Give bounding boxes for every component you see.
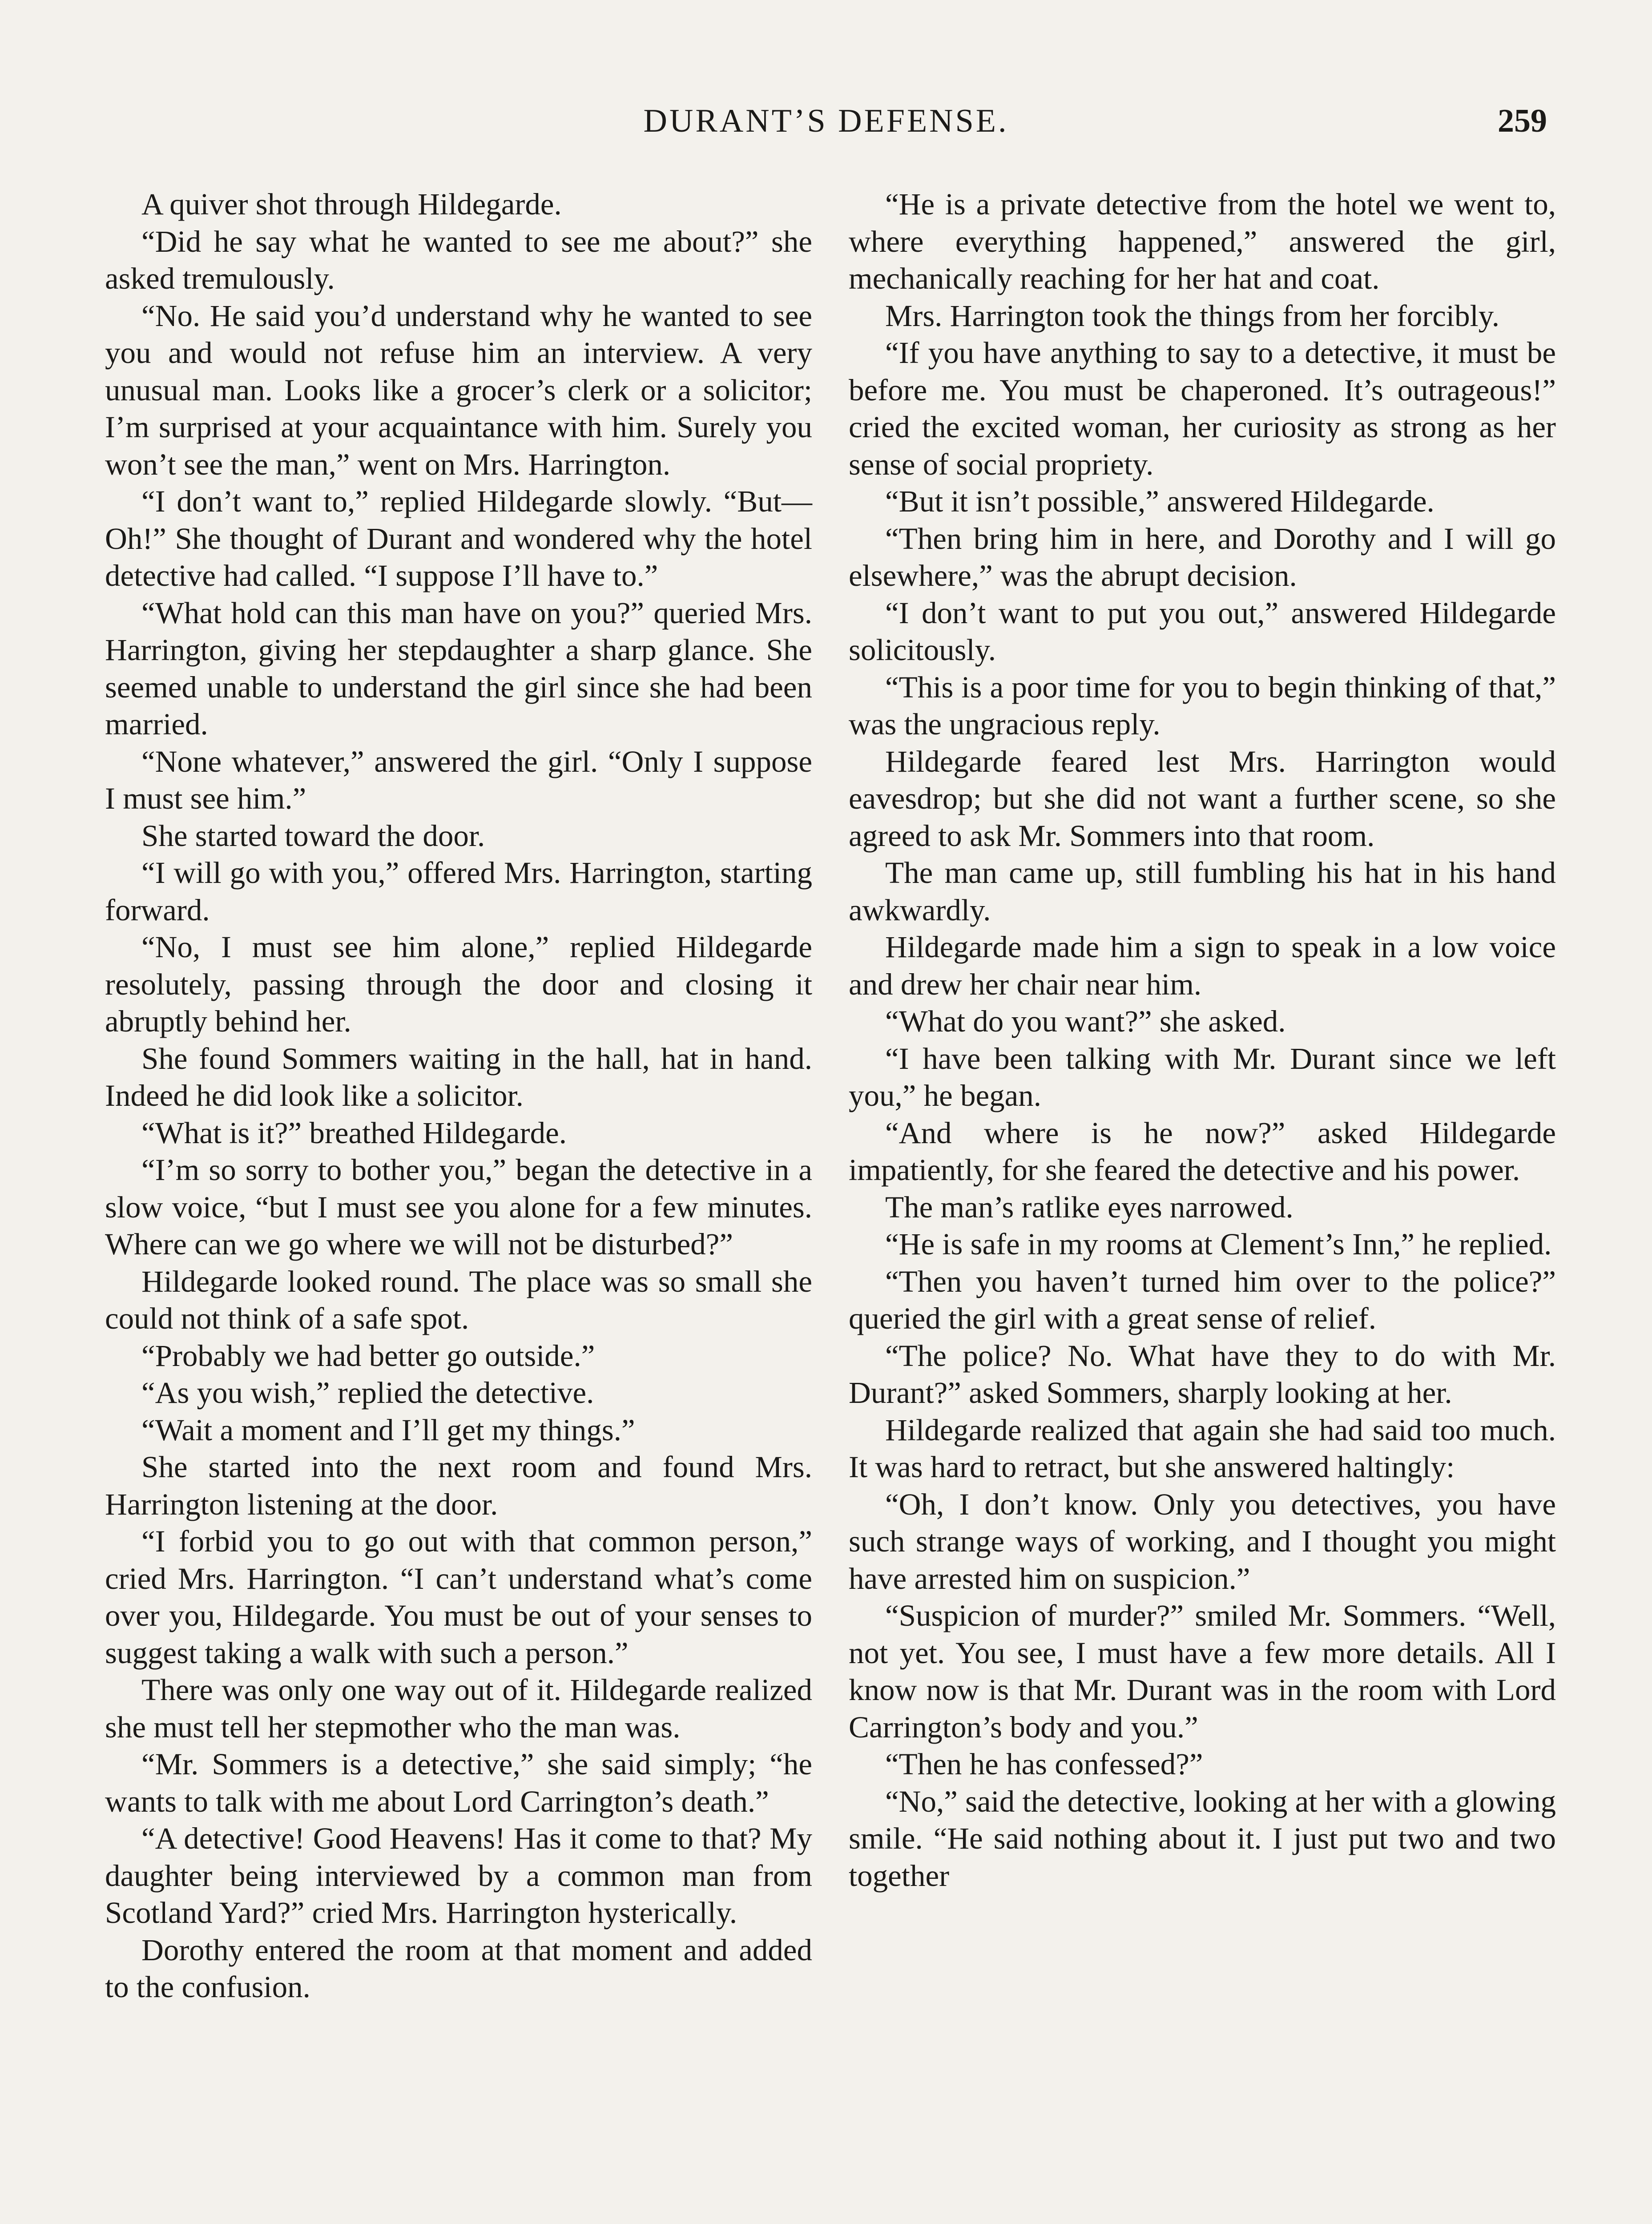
- paragraph: “Wait a moment and I’ll get my things.”: [141, 1413, 635, 1447]
- paragraph: Hildegarde looked round. The place was so small she could not think of a safe spot.: [105, 1264, 812, 1335]
- paragraph: She started toward the door.: [141, 818, 485, 853]
- left-column: [105, 186, 812, 2006]
- paragraph: “What hold can this man have on you?” queried Mrs. Harrington, giving her stepdaughter a sharp glance. She seemed unable to understand the girl since she had been married.: [105, 596, 812, 741]
- page-header: [0, 102, 1652, 156]
- paragraph: “Did he say what he wanted to see me about?” she asked tremulously.: [105, 224, 812, 295]
- paragraph: “I have been talking with Mr. Durant since we left you,” he began.: [849, 1041, 1556, 1112]
- page-number: 259: [1498, 103, 1547, 139]
- paragraph: “He is a private detective from the hotel we went to, where everything happened,” answered the girl, mechanically reaching for her hat and coat.: [849, 187, 1556, 295]
- paragraph: “I don’t want to,” replied Hildegarde slowly. “But— Oh!” She thought of Durant and wondered why the hotel detective had called. “I suppose I’ll have to.”: [105, 484, 812, 592]
- paragraph: Dorothy entered the room at that moment and added to the confusion.: [105, 1933, 812, 2004]
- paragraph: Hildegarde realized that again she had said too much. It was hard to retract, but she answered haltingly:: [849, 1413, 1556, 1484]
- paragraph: Mrs. Harrington took the things from her forcibly.: [885, 298, 1500, 333]
- paragraph: “No, I must see him alone,” replied Hildegarde resolutely, passing through the door and closing it abruptly behind her.: [105, 930, 812, 1038]
- paragraph: “No. He said you’d understand why he wanted to see you and would not refuse him an interview. A very unusual man. Looks like a grocer’s clerk or a solicitor; I’m surprised at your acquaintance with him. Surely you won’t see the man,” went on Mrs. Harrington.: [105, 298, 812, 481]
- paragraph: “If you have anything to say to a detective, it must be before me. You must be chaperoned. It’s outrageous!” cried the excited woman, her curiosity as strong as her sense of social propriety.: [849, 336, 1556, 481]
- paragraph: Hildegarde feared lest Mrs. Harrington would eavesdrop; but she did not want a further scene, so she agreed to ask Mr. Sommers into that room.: [849, 744, 1556, 853]
- paragraph: “Then he has confessed?”: [885, 1747, 1203, 1781]
- paragraph: “The police? No. What have they to do with Mr. Durant?” asked Sommers, sharply looking at her.: [849, 1338, 1556, 1410]
- paragraph: “None whatever,” answered the girl. “Only I suppose I must see him.”: [105, 744, 812, 815]
- running-head: DURANT’S DEFENSE.: [643, 103, 1009, 139]
- paragraph: “I forbid you to go out with that common person,” cried Mrs. Harrington. “I can’t understand what’s come over you, Hildegarde. You must be out of your senses to suggest taking a walk with such a person.”: [105, 1524, 812, 1670]
- paragraph: She found Sommers waiting in the hall, hat in hand. Indeed he did look like a solicitor.: [105, 1041, 812, 1112]
- paragraph: “Suspicion of murder?” smiled Mr. Sommers. “Well, not yet. You see, I must have a few more details. All I know now is that Mr. Durant was in the room with Lord Carrington’s body and you.”: [849, 1599, 1556, 1744]
- paragraph: The man’s ratlike eyes narrowed.: [885, 1190, 1293, 1224]
- paragraph: “What is it?” breathed Hildegarde.: [141, 1116, 567, 1150]
- paragraph: “Probably we had better go outside.”: [141, 1338, 595, 1373]
- paragraph: “A detective! Good Heavens! Has it come to that? My daughter being interviewed by a common man from Scotland Yard?” cried Mrs. Harrington hysterically.: [105, 1821, 812, 1930]
- paragraph: “No,” said the detective, looking at her with a glowing smile. “He said nothing about it. I just put two and two together: [849, 1784, 1556, 1893]
- paragraph: “Then bring him in here, and Dorothy and I will go elsewhere,” was the abrupt decision.: [849, 521, 1556, 592]
- paragraph: “What do you want?” she asked.: [885, 1004, 1286, 1038]
- paragraph: “Mr. Sommers is a detective,” she said simply; “he wants to talk with me about Lord Carrington’s death.”: [105, 1747, 812, 1818]
- paragraph: A quiver shot through Hildegarde.: [141, 187, 562, 221]
- paragraph: “Then you haven’t turned him over to the police?” queried the girl with a great sense of relief.: [849, 1264, 1556, 1335]
- paragraph: She started into the next room and found Mrs. Harrington listening at the door.: [105, 1450, 812, 1521]
- paragraph: “Oh, I don’t know. Only you detectives, you have such strange ways of working, and I thought you might have arrested him on suspicion.”: [849, 1487, 1556, 1595]
- paragraph: “But it isn’t possible,” answered Hildegarde.: [885, 484, 1434, 518]
- paragraph: There was only one way out of it. Hildegarde realized she must tell her stepmother who the man was.: [105, 1673, 812, 1744]
- paragraph: “As you wish,” replied the detective.: [141, 1376, 594, 1410]
- paragraph: “I don’t want to put you out,” answered Hildegarde solicitously.: [849, 596, 1556, 667]
- paragraph: “He is safe in my rooms at Clement’s Inn,” he replied.: [885, 1227, 1552, 1261]
- paragraph: “And where is he now?” asked Hildegarde impatiently, for she feared the detective and his power.: [849, 1116, 1556, 1187]
- paragraph: The man came up, still fumbling his hat in his hand awkwardly.: [849, 856, 1556, 927]
- paragraph: Hildegarde made him a sign to speak in a low voice and drew her chair near him.: [849, 930, 1556, 1001]
- paragraph: “This is a poor time for you to begin thinking of that,” was the ungracious reply.: [849, 670, 1556, 741]
- paragraph: “I’m so sorry to bother you,” began the detective in a slow voice, “but I must see you alone for a few minutes. Where can we go where we will not be disturbed?”: [105, 1153, 812, 1261]
- right-column: [849, 186, 1556, 1894]
- paragraph: “I will go with you,” offered Mrs. Harrington, starting forward.: [105, 856, 812, 927]
